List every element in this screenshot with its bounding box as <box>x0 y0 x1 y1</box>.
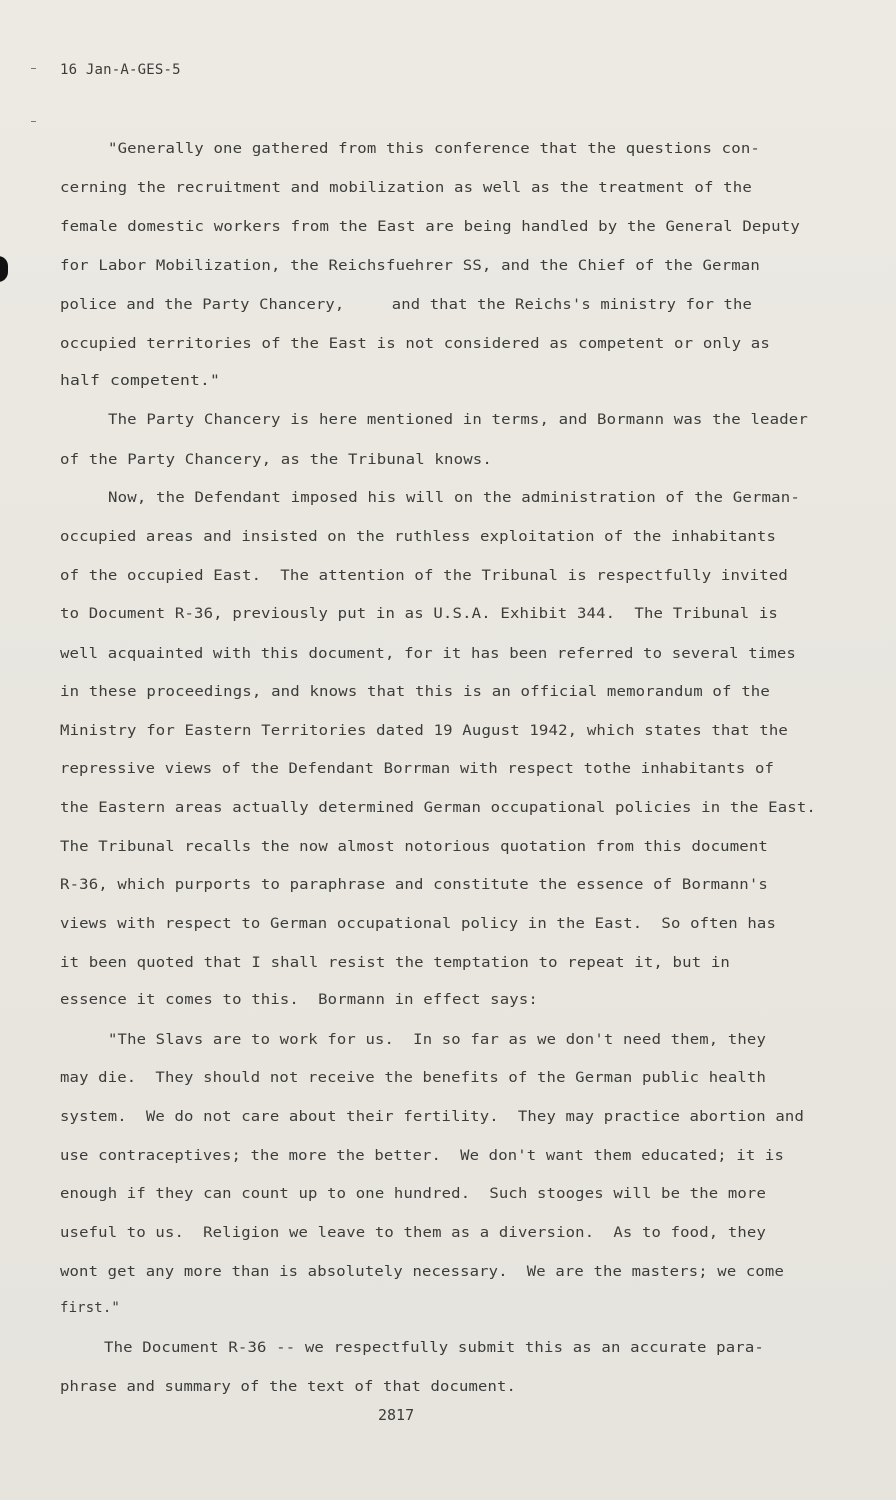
text-line: in these proceedings, and knows that this is an official memorandum of the <box>60 684 770 700</box>
text-line: half competent." <box>60 373 220 389</box>
text-line: of the Party Chancery, as the Tribunal knows. <box>60 452 492 468</box>
text-line: "Generally one gathered from this conference that the questions con- <box>108 141 760 157</box>
text-line: first." <box>60 1300 120 1316</box>
margin-tick-mark <box>31 68 36 69</box>
document-header-code: 16 Jan-A-GES-5 <box>60 62 181 78</box>
text-line: cerning the recruitment and mobilization as well as the treatment of the <box>60 180 752 196</box>
text-line: use contraceptives; the more the better. We don't want them educated; it is <box>60 1148 784 1164</box>
text-line: Now, the Defendant imposed his will on the administration of the German- <box>108 490 800 506</box>
text-line: female domestic workers from the East are being handled by the General Deputy <box>60 219 800 235</box>
text-line: useful to us. Religion we leave to them as a diversion. As to food, they <box>60 1225 766 1241</box>
text-line: wont get any more than is absolutely necessary. We are the masters; we come <box>60 1264 784 1280</box>
text-line: of the occupied East. The attention of the Tribunal is respectfully invited <box>60 568 788 584</box>
text-line: The Tribunal recalls the now almost notorious quotation from this document <box>60 839 768 855</box>
text-line: essence it comes to this. Bormann in effect says: <box>60 992 538 1008</box>
text-line: phrase and summary of the text of that document. <box>60 1379 516 1395</box>
text-line: may die. They should not receive the benefits of the German public health <box>60 1070 766 1086</box>
text-line: The Party Chancery is here mentioned in terms, and Bormann was the leader <box>108 412 809 428</box>
text-line: it been quoted that I shall resist the temptation to repeat it, but in <box>60 955 730 971</box>
text-line: occupied territories of the East is not considered as competent or only as <box>60 336 770 352</box>
text-line: system. We do not care about their fertility. They may practice abortion and <box>60 1109 804 1125</box>
text-line: R-36, which purports to paraphrase and constitute the essence of Bormann's <box>60 877 768 893</box>
text-line: police and the Party Chancery, and that the Reichs's ministry for the <box>60 297 752 313</box>
punch-hole <box>0 256 8 282</box>
margin-tick-mark <box>31 121 36 122</box>
text-line: the Eastern areas actually determined German occupational policies in the East. <box>60 800 817 816</box>
text-line: to Document R-36, previously put in as U.S.A. Exhibit 344. The Tribunal is <box>60 606 779 622</box>
text-line: The Document R-36 -- we respectfully submit this as an accurate para- <box>104 1340 764 1356</box>
text-line: enough if they can count up to one hundred. Such stooges will be the more <box>60 1186 766 1202</box>
text-line: "The Slavs are to work for us. In so far as we don't need them, they <box>108 1032 766 1048</box>
text-line: repressive views of the Defendant Borrman with respect tothe inhabitants of <box>60 761 774 777</box>
text-line: Ministry for Eastern Territories dated 19 August 1942, which states that the <box>60 723 788 739</box>
page-number: 2817 <box>378 1406 415 1424</box>
text-line: views with respect to German occupational policy in the East. So often has <box>60 916 776 932</box>
text-line: occupied areas and insisted on the ruthless exploitation of the inhabitants <box>60 529 776 545</box>
text-line: well acquainted with this document, for it has been referred to several times <box>60 646 796 662</box>
text-line: for Labor Mobilization, the Reichsfuehrer SS, and the Chief of the German <box>60 258 761 274</box>
